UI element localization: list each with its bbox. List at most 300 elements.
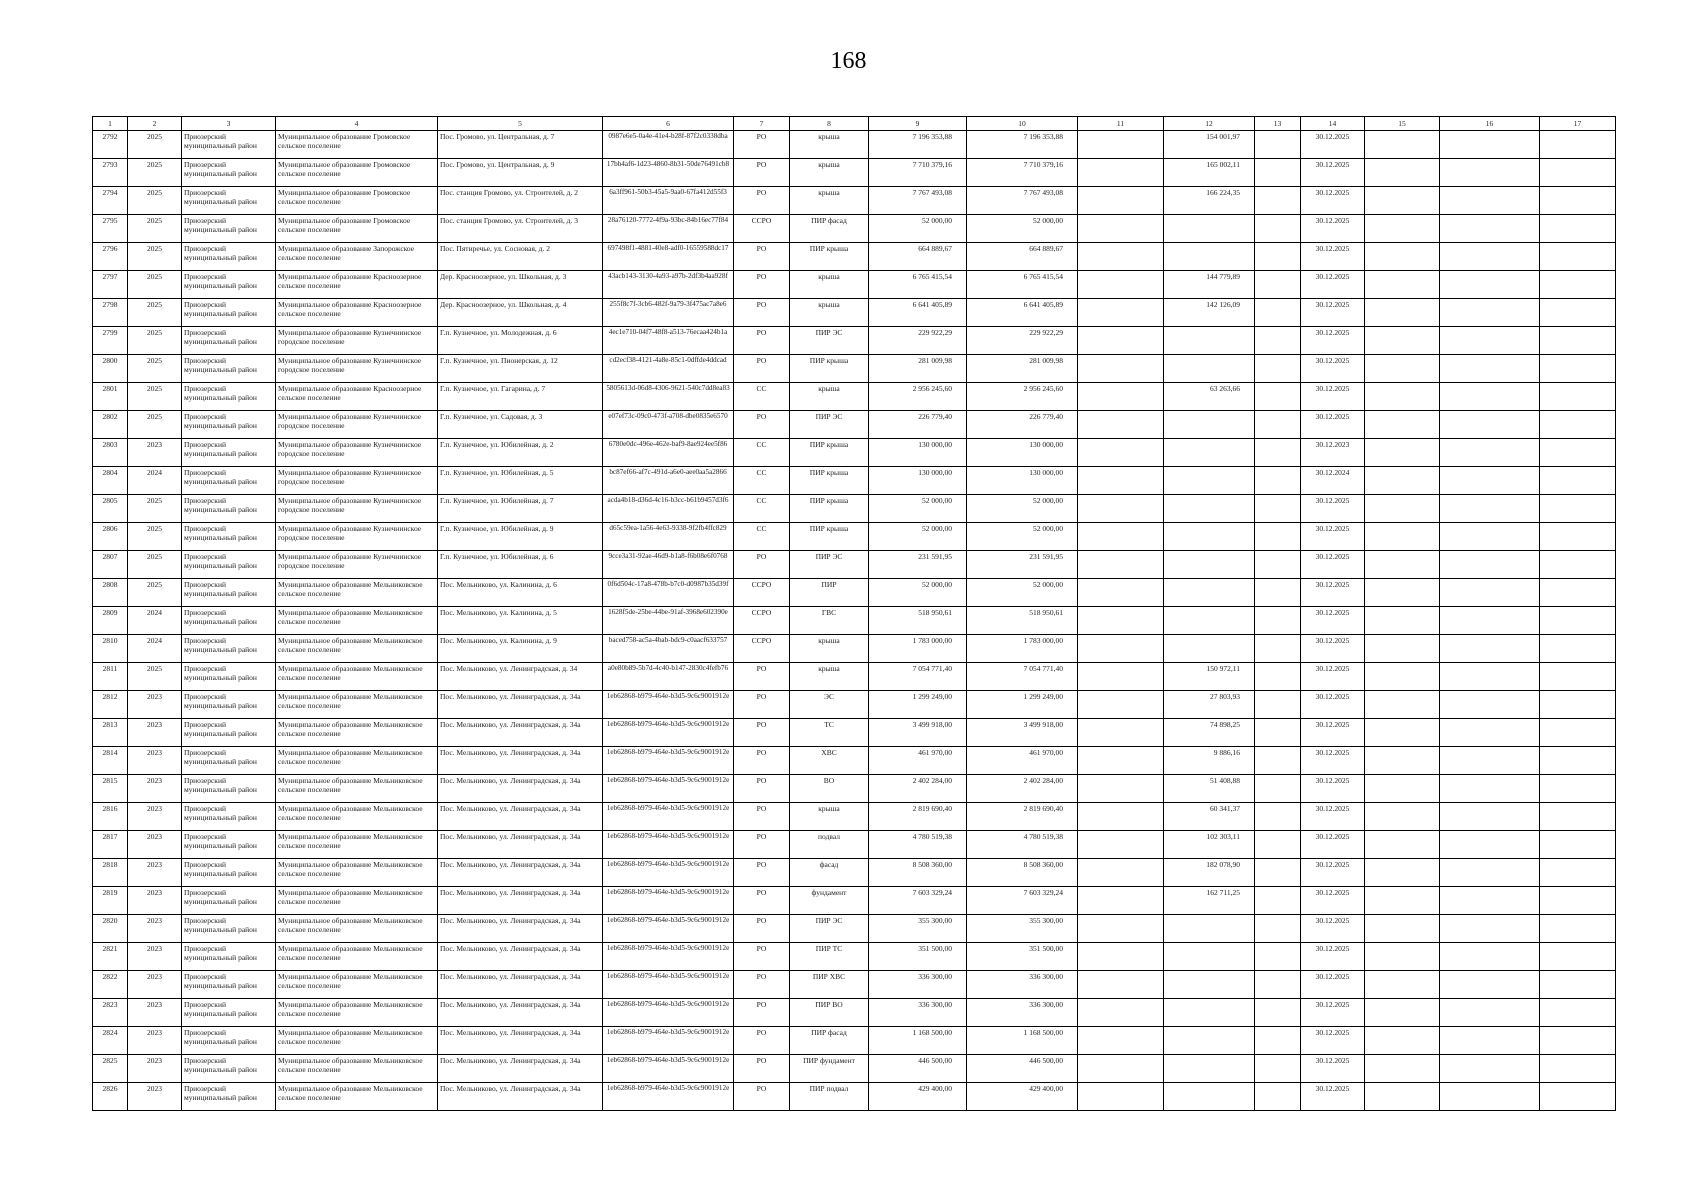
column-16-cell [1440,551,1540,579]
column-17-cell [1540,187,1616,215]
work-type-cell: ПИР фасад [790,215,869,243]
record-number-cell: 2801 [93,383,128,411]
record-number-cell: 2821 [93,943,128,971]
municipality-cell: Муниципальное образование Мельниковское сельское поселение [276,971,438,999]
column-number-cell: 6 [603,117,734,131]
table-row [93,719,1616,747]
deadline-cell: 30.12.2025 [1301,1083,1365,1111]
cost-cell: 429 400,00 [967,1083,1078,1111]
cost-cell: 52 000,00 [967,579,1078,607]
column-16-cell [1440,439,1540,467]
column-15-cell [1365,271,1440,299]
work-type-cell: ПИР ЭС [790,327,869,355]
record-number-cell: 2809 [93,607,128,635]
municipality-cell: Муниципальное образование Кузнечнинское городское поселение [276,355,438,383]
column-17-cell [1540,1055,1616,1083]
work-type-cell: ПИР ЭС [790,551,869,579]
cost-cell: 4 780 519,38 [967,831,1078,859]
building-id-cell: 1eb62868-b979-464e-b3d5-9c6c9001912e [603,747,734,775]
table-row [93,131,1616,159]
amount-cell [1164,327,1255,355]
column-17-cell [1540,747,1616,775]
column-13-cell [1255,299,1301,327]
cost-cell: 1 783 000,00 [967,635,1078,663]
district-cell: Приозерский муниципальный район [182,243,276,271]
column-17-cell [1540,915,1616,943]
column-13-cell [1255,355,1301,383]
district-cell: Приозерский муниципальный район [182,1055,276,1083]
year-cell: 2025 [128,663,182,691]
district-cell: Приозерский муниципальный район [182,355,276,383]
column-11-cell [1078,1027,1164,1055]
column-number-cell: 13 [1255,117,1301,131]
district-cell: Приозерский муниципальный район [182,719,276,747]
district-cell: Приозерский муниципальный район [182,915,276,943]
year-cell: 2024 [128,607,182,635]
program-cell: РО [734,747,790,775]
total-cost-cell: 7 710 379,16 [869,159,967,187]
column-16-cell [1440,635,1540,663]
address-cell: Пос. Мельниково, ул. Ленинградская, д. 34а [438,831,603,859]
column-17-cell [1540,271,1616,299]
year-cell: 2023 [128,691,182,719]
column-13-cell [1255,607,1301,635]
column-16-cell [1440,915,1540,943]
program-cell: РО [734,159,790,187]
column-16-cell [1440,411,1540,439]
column-15-cell [1365,607,1440,635]
column-16-cell [1440,243,1540,271]
municipality-cell: Муниципальное образование Мельниковское сельское поселение [276,691,438,719]
cost-cell: 336 300,00 [967,971,1078,999]
column-15-cell [1365,775,1440,803]
program-cell: РО [734,999,790,1027]
column-16-cell [1440,887,1540,915]
column-17-cell [1540,579,1616,607]
building-id-cell: 1eb62868-b979-464e-b3d5-9c6c9001912e [603,915,734,943]
column-16-cell [1440,719,1540,747]
column-13-cell [1255,943,1301,971]
total-cost-cell: 355 300,00 [869,915,967,943]
amount-cell [1164,243,1255,271]
building-id-cell: 1eb62868-b979-464e-b3d5-9c6c9001912e [603,887,734,915]
address-cell: Г.п. Кузнечное, ул. Молодежная, д. 6 [438,327,603,355]
program-cell: ССРО [734,607,790,635]
column-17-cell [1540,831,1616,859]
column-13-cell [1255,411,1301,439]
address-cell: Пос. Мельниково, ул. Ленинградская, д. 34а [438,943,603,971]
year-cell: 2023 [128,1083,182,1111]
column-13-cell [1255,243,1301,271]
column-17-cell [1540,971,1616,999]
column-number-cell: 17 [1540,117,1616,131]
column-13-cell [1255,439,1301,467]
deadline-cell: 30.12.2025 [1301,859,1365,887]
record-number-cell: 2794 [93,187,128,215]
record-number-cell: 2818 [93,859,128,887]
column-15-cell [1365,999,1440,1027]
amount-cell: 60 341,37 [1164,803,1255,831]
record-number-cell: 2792 [93,131,128,159]
total-cost-cell: 2 819 690,40 [869,803,967,831]
table-row [93,859,1616,887]
district-cell: Приозерский муниципальный район [182,383,276,411]
column-13-cell [1255,1027,1301,1055]
column-17-cell [1540,411,1616,439]
table-row [93,999,1616,1027]
total-cost-cell: 52 000,00 [869,495,967,523]
address-cell: Пос. Мельниково, ул. Ленинградская, д. 34а [438,719,603,747]
work-type-cell: ПИР ВО [790,999,869,1027]
address-cell: Г.п. Кузнечное, ул. Юбилейная, д. 6 [438,551,603,579]
work-type-cell: ПИР фундамент [790,1055,869,1083]
year-cell: 2025 [128,327,182,355]
program-cell: РО [734,187,790,215]
column-number-cell: 1 [93,117,128,131]
column-15-cell [1365,243,1440,271]
building-id-cell: 4ec1e710-04f7-48f8-a513-76ecaa424b1a [603,327,734,355]
work-type-cell: ПИР крыша [790,523,869,551]
column-17-cell [1540,887,1616,915]
district-cell: Приозерский муниципальный район [182,859,276,887]
deadline-cell: 30.12.2025 [1301,803,1365,831]
amount-cell [1164,1083,1255,1111]
building-id-cell: bc87ef66-af7c-491d-a6e0-aee0aa5a2866 [603,467,734,495]
table-row [93,579,1616,607]
column-number-cell: 2 [128,117,182,131]
year-cell: 2025 [128,523,182,551]
column-13-cell [1255,803,1301,831]
address-cell: Г.п. Кузнечное, ул. Юбилейная, д. 9 [438,523,603,551]
column-15-cell [1365,383,1440,411]
column-16-cell [1440,159,1540,187]
address-cell: Пос. Пятиречье, ул. Сосновая, д. 2 [438,243,603,271]
cost-cell: 130 000,00 [967,467,1078,495]
year-cell: 2025 [128,243,182,271]
column-number-cell: 4 [276,117,438,131]
municipality-cell: Муниципальное образование Мельниковское сельское поселение [276,635,438,663]
address-cell: Пос. Мельниково, ул. Ленинградская, д. 34а [438,803,603,831]
record-number-cell: 2795 [93,215,128,243]
column-number-cell: 11 [1078,117,1164,131]
record-number-cell: 2800 [93,355,128,383]
work-type-cell: подвал [790,831,869,859]
column-11-cell [1078,467,1164,495]
column-11-cell [1078,999,1164,1027]
column-17-cell [1540,299,1616,327]
address-cell: Пос. Громово, ул. Центральная, д. 7 [438,131,603,159]
amount-cell: 27 803,93 [1164,691,1255,719]
program-cell: РО [734,803,790,831]
table-row [93,411,1616,439]
municipality-cell: Муниципальное образование Красноозерное сельское поселение [276,383,438,411]
column-11-cell [1078,159,1164,187]
address-cell: Пос. Мельниково, ул. Ленинградская, д. 34а [438,1083,603,1111]
column-13-cell [1255,467,1301,495]
column-13-cell [1255,215,1301,243]
amount-cell: 154 001,97 [1164,131,1255,159]
amount-cell [1164,999,1255,1027]
column-13-cell [1255,1055,1301,1083]
building-id-cell: 5805613d-06d8-4306-9621-540c7dd8ea83 [603,383,734,411]
year-cell: 2025 [128,411,182,439]
column-13-cell [1255,635,1301,663]
total-cost-cell: 7 054 771,40 [869,663,967,691]
amount-cell [1164,551,1255,579]
amount-cell [1164,439,1255,467]
address-cell: Г.п. Кузнечное, ул. Садовая, д. 3 [438,411,603,439]
table-row [93,943,1616,971]
municipality-cell: Муниципальное образование Мельниковское сельское поселение [276,1083,438,1111]
cost-cell: 461 970,00 [967,747,1078,775]
district-cell: Приозерский муниципальный район [182,971,276,999]
deadline-cell: 30.12.2025 [1301,943,1365,971]
year-cell: 2025 [128,131,182,159]
year-cell: 2023 [128,915,182,943]
column-11-cell [1078,327,1164,355]
column-11-cell [1078,439,1164,467]
record-number-cell: 2807 [93,551,128,579]
cost-cell: 231 591,95 [967,551,1078,579]
column-17-cell [1540,383,1616,411]
cost-cell: 226 779,40 [967,411,1078,439]
amount-cell [1164,579,1255,607]
record-number-cell: 2808 [93,579,128,607]
building-id-cell: 1eb62868-b979-464e-b3d5-9c6c9001912e [603,943,734,971]
table-row [93,551,1616,579]
building-id-cell: 1eb62868-b979-464e-b3d5-9c6c9001912e [603,859,734,887]
work-type-cell: ПИР крыша [790,439,869,467]
program-cell: СС [734,467,790,495]
program-cell: РО [734,887,790,915]
column-17-cell [1540,467,1616,495]
deadline-cell: 30.12.2025 [1301,355,1365,383]
municipality-cell: Муниципальное образование Мельниковское сельское поселение [276,831,438,859]
column-11-cell [1078,943,1164,971]
total-cost-cell: 446 500,00 [869,1055,967,1083]
record-number-cell: 2811 [93,663,128,691]
deadline-cell: 30.12.2025 [1301,887,1365,915]
record-number-cell: 2816 [93,803,128,831]
column-13-cell [1255,551,1301,579]
column-11-cell [1078,215,1164,243]
table-row [93,243,1616,271]
municipality-cell: Муниципальное образование Мельниковское сельское поселение [276,887,438,915]
amount-cell [1164,523,1255,551]
column-13-cell [1255,327,1301,355]
column-13-cell [1255,1083,1301,1111]
deadline-cell: 30.12.2025 [1301,131,1365,159]
municipality-cell: Муниципальное образование Громовское сельское поселение [276,187,438,215]
column-11-cell [1078,691,1164,719]
table-row [93,383,1616,411]
building-id-cell: a0e80b89-5b7d-4c40-b147-2830c4fefb76 [603,663,734,691]
column-13-cell [1255,523,1301,551]
total-cost-cell: 52 000,00 [869,579,967,607]
municipality-cell: Муниципальное образование Красноозерное сельское поселение [276,299,438,327]
column-13-cell [1255,859,1301,887]
building-id-cell: 9cce3a31-92ae-46d9-b1a8-f6b08e6f0768 [603,551,734,579]
address-cell: Пос. Мельниково, ул. Ленинградская, д. 34а [438,1055,603,1083]
program-cell: ССРО [734,215,790,243]
column-11-cell [1078,915,1164,943]
column-11-cell [1078,859,1164,887]
column-13-cell [1255,187,1301,215]
address-cell: Пос. Мельниково, ул. Калинина, д. 5 [438,607,603,635]
program-cell: ССРО [734,635,790,663]
column-16-cell [1440,271,1540,299]
total-cost-cell: 6 765 415,54 [869,271,967,299]
column-15-cell [1365,131,1440,159]
program-cell: СС [734,523,790,551]
building-id-cell: 0f6d504c-17a8-478b-b7c0-d0987b35d39f [603,579,734,607]
building-id-cell: 255f8c7f-3cb6-482f-9a79-3f475ac7a8e6 [603,299,734,327]
column-11-cell [1078,299,1164,327]
column-11-cell [1078,271,1164,299]
total-cost-cell: 6 641 405,89 [869,299,967,327]
record-number-cell: 2813 [93,719,128,747]
column-17-cell [1540,943,1616,971]
building-id-cell: 17bb4af6-1d23-4860-8b31-50de76491cb8 [603,159,734,187]
column-15-cell [1365,299,1440,327]
work-type-cell: крыша [790,159,869,187]
building-id-cell: 697498f1-4881-40e8-adf0-16559588dc17 [603,243,734,271]
amount-cell [1164,411,1255,439]
record-number-cell: 2799 [93,327,128,355]
cost-cell: 7 767 493,08 [967,187,1078,215]
column-16-cell [1440,523,1540,551]
building-id-cell: 1eb62868-b979-464e-b3d5-9c6c9001912e [603,803,734,831]
cost-cell: 7 196 353,88 [967,131,1078,159]
column-15-cell [1365,523,1440,551]
column-15-cell [1365,803,1440,831]
column-15-cell [1365,215,1440,243]
address-cell: Пос. Мельниково, ул. Ленинградская, д. 34 [438,663,603,691]
column-16-cell [1440,691,1540,719]
deadline-cell: 30.12.2025 [1301,691,1365,719]
address-cell: Пос. станция Громово, ул. Строителей, д. 2 [438,187,603,215]
municipality-cell: Муниципальное образование Мельниковское сельское поселение [276,775,438,803]
cost-cell: 1 299 249,00 [967,691,1078,719]
column-16-cell [1440,971,1540,999]
district-cell: Приозерский муниципальный район [182,831,276,859]
cost-cell: 336 300,00 [967,999,1078,1027]
year-cell: 2023 [128,747,182,775]
district-cell: Приозерский муниципальный район [182,495,276,523]
column-15-cell [1365,411,1440,439]
building-id-cell: 1eb62868-b979-464e-b3d5-9c6c9001912e [603,1055,734,1083]
table-row [93,355,1616,383]
table-body [93,117,1616,1111]
year-cell: 2025 [128,215,182,243]
program-cell: РО [734,691,790,719]
program-cell: СС [734,495,790,523]
total-cost-cell: 336 300,00 [869,971,967,999]
work-type-cell: ПИР фасад [790,1027,869,1055]
cost-cell: 229 922,29 [967,327,1078,355]
municipality-cell: Муниципальное образование Кузнечнинское городское поселение [276,551,438,579]
column-15-cell [1365,719,1440,747]
total-cost-cell: 229 922,29 [869,327,967,355]
municipality-cell: Муниципальное образование Мельниковское сельское поселение [276,915,438,943]
district-cell: Приозерский муниципальный район [182,579,276,607]
deadline-cell: 30.12.2025 [1301,719,1365,747]
column-16-cell [1440,859,1540,887]
column-number-cell: 7 [734,117,790,131]
building-id-cell: d65c59ea-1a56-4e63-9338-9f2fb4ffc829 [603,523,734,551]
column-15-cell [1365,439,1440,467]
column-11-cell [1078,383,1164,411]
district-cell: Приозерский муниципальный район [182,551,276,579]
column-15-cell [1365,187,1440,215]
district-cell: Приозерский муниципальный район [182,1027,276,1055]
address-cell: Пос. станция Громово, ул. Строителей, д. 3 [438,215,603,243]
cost-cell: 6 765 415,54 [967,271,1078,299]
column-11-cell [1078,495,1164,523]
column-number-cell: 12 [1164,117,1255,131]
record-number-cell: 2825 [93,1055,128,1083]
work-type-cell: ХВС [790,747,869,775]
program-cell: РО [734,243,790,271]
record-number-cell: 2796 [93,243,128,271]
program-cell: РО [734,1055,790,1083]
table-row [93,747,1616,775]
column-17-cell [1540,999,1616,1027]
district-cell: Приозерский муниципальный район [182,439,276,467]
district-cell: Приозерский муниципальный район [182,999,276,1027]
record-number-cell: 2798 [93,299,128,327]
work-type-cell: крыша [790,663,869,691]
column-15-cell [1365,831,1440,859]
address-cell: Пос. Мельниково, ул. Ленинградская, д. 34а [438,747,603,775]
cost-cell: 8 508 360,00 [967,859,1078,887]
cost-cell: 355 300,00 [967,915,1078,943]
deadline-cell: 30.12.2025 [1301,243,1365,271]
work-type-cell: крыша [790,803,869,831]
column-16-cell [1440,803,1540,831]
column-13-cell [1255,579,1301,607]
column-16-cell [1440,943,1540,971]
program-cell: РО [734,663,790,691]
district-cell: Приозерский муниципальный район [182,635,276,663]
amount-cell [1164,915,1255,943]
column-13-cell [1255,271,1301,299]
column-17-cell [1540,1027,1616,1055]
column-16-cell [1440,131,1540,159]
year-cell: 2023 [128,1027,182,1055]
building-id-cell: cd2ecf38-4121-4a8e-85c1-0dffde4ddcad [603,355,734,383]
work-type-cell: крыша [790,271,869,299]
deadline-cell: 30.12.2024 [1301,467,1365,495]
total-cost-cell: 281 009,98 [869,355,967,383]
table-row [93,607,1616,635]
address-cell: Пос. Мельниково, ул. Калинина, д. 9 [438,635,603,663]
table-row [93,495,1616,523]
amount-cell [1164,607,1255,635]
table-row [93,803,1616,831]
total-cost-cell: 7 603 329,24 [869,887,967,915]
cost-cell: 52 000,00 [967,495,1078,523]
column-13-cell [1255,971,1301,999]
program-cell: РО [734,551,790,579]
building-id-cell: 6a3ff961-50b3-45a5-9aa0-67fa412d55f3 [603,187,734,215]
municipality-cell: Муниципальное образование Кузнечнинское городское поселение [276,327,438,355]
work-type-cell: ПИР ХВС [790,971,869,999]
district-cell: Приозерский муниципальный район [182,215,276,243]
column-16-cell [1440,999,1540,1027]
building-id-cell: e07ef73c-09c0-473f-a708-dbe0835e6570 [603,411,734,439]
municipality-cell: Муниципальное образование Кузнечнинское городское поселение [276,495,438,523]
